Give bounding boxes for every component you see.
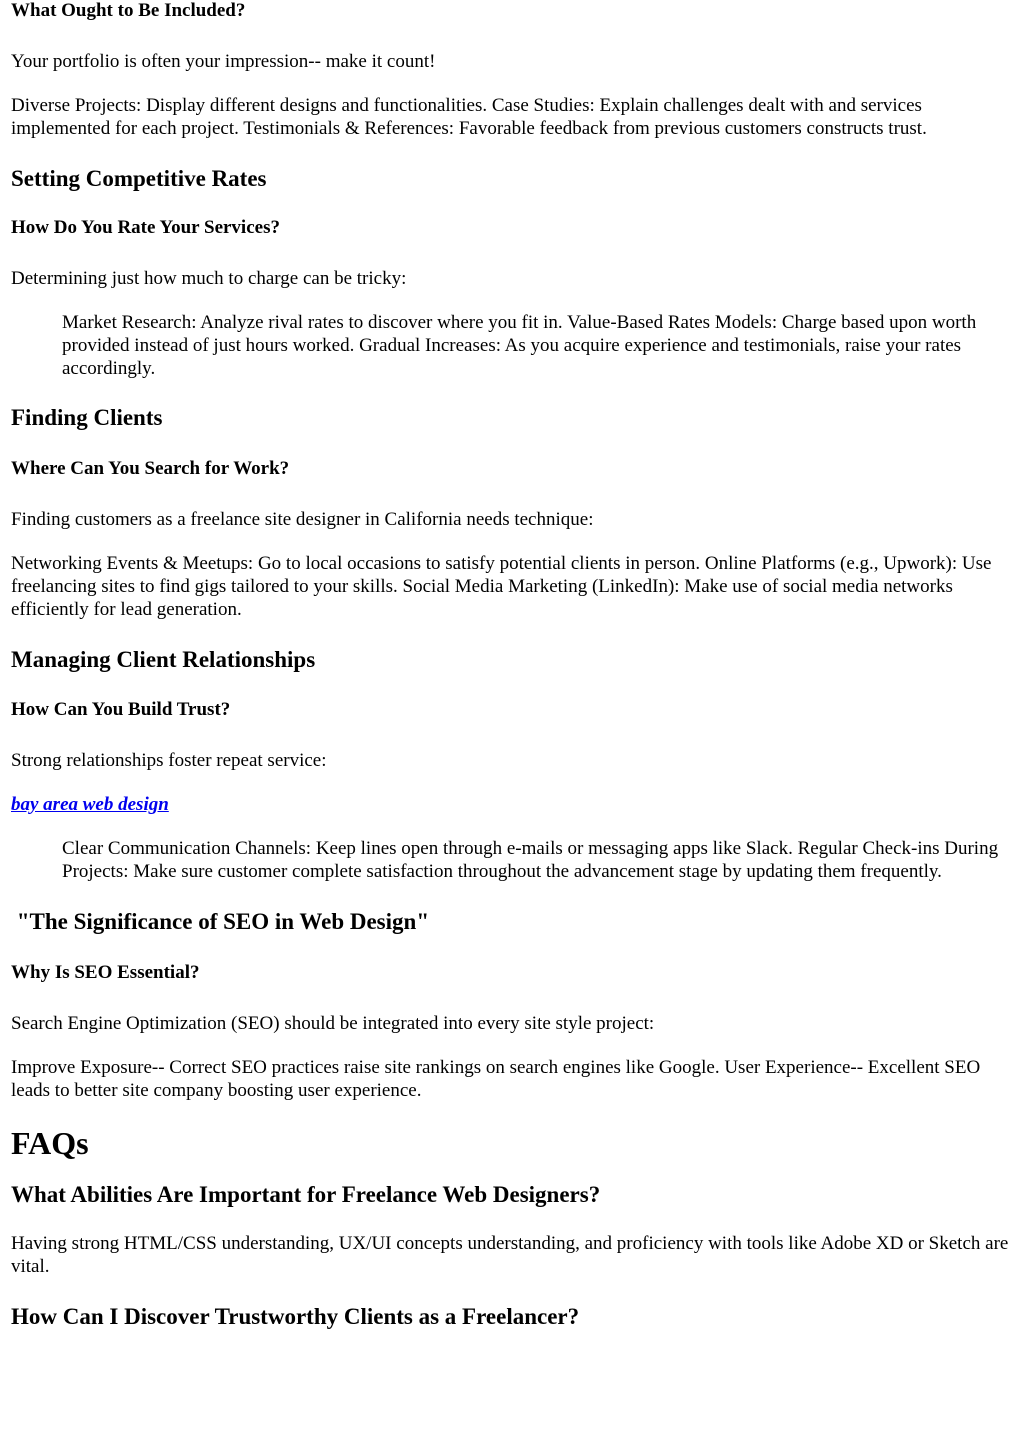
- paragraph-diverse-projects: Diverse Projects: Display different designs and functionalities. Case Studies: Explain challenges dealt with and services implemented for each project. Testimonials & References: Favorable feedback from previous customers constructs trust.: [11, 95, 927, 139]
- heading-rate-services: How Do You Rate Your Services?: [11, 217, 280, 238]
- paragraph-impression: Your portfolio is often your impression-- make it count!: [11, 51, 436, 72]
- heading-faqs: FAQs: [11, 1125, 89, 1161]
- heading-setting-rates: Setting Competitive Rates: [11, 166, 267, 191]
- heading-finding-clients: Finding Clients: [11, 405, 163, 430]
- bay-area-web-design-link[interactable]: bay area web design: [11, 794, 169, 815]
- heading-managing-relationships: Managing Client Relationships: [11, 647, 316, 672]
- paragraph-strong-relationships: Strong relationships foster repeat service:: [11, 750, 327, 771]
- quote-market-research: Market Research: Analyze rival rates to discover where you fit in. Value-Based Rates Models: Charge based upon worth provided instead of just hours worked. Gradual Increases: As you acquire experience and testimonials, raise your rates accordingly.: [62, 312, 977, 379]
- heading-build-trust: How Can You Build Trust?: [11, 699, 231, 720]
- heading-what-included: What Ought to Be Included?: [11, 0, 246, 21]
- link-paragraph: [11, 793, 1013, 816]
- paragraph-finding-customers: Finding customers as a freelance site designer in California needs technique:: [11, 509, 594, 530]
- paragraph-determining: Determining just how much to charge can be tricky:: [11, 268, 407, 289]
- heading-seo-significance: "The Significance of SEO in Web Design": [11, 909, 430, 934]
- heading-search-work: Where Can You Search for Work?: [11, 458, 290, 479]
- paragraph-seo-intro: Search Engine Optimization (SEO) should be integrated into every site style project:: [11, 1013, 655, 1034]
- paragraph-seo-improve: Improve Exposure-- Correct SEO practices raise site rankings on search engines like Google. User Experience-- Excellent SEO leads to better site company boosting user experience.: [11, 1057, 981, 1101]
- heading-abilities: What Abilities Are Important for Freelance Web Designers?: [11, 1182, 601, 1207]
- paragraph-networking: Networking Events & Meetups: Go to local occasions to satisfy potential clients in person. Online Platforms (e.g., Upwork): Use freelancing sites to find gigs tailored to your skills. Social Media Marketing (LinkedIn): Make use of social media networks efficiently for lead generation.: [11, 553, 992, 620]
- paragraph-abilities: Having strong HTML/CSS understanding, UX/UI concepts understanding, and proficiency with tools like Adobe XD or Sketch are vital.: [11, 1233, 1009, 1277]
- quote-clear-communication: Clear Communication Channels: Keep lines open through e-mails or messaging apps like Slack. Regular Check-ins During Projects: Make sure customer complete satisfaction throughout the advancement stage by updating them frequently.: [62, 838, 999, 882]
- heading-why-seo: Why Is SEO Essential?: [11, 962, 200, 983]
- heading-trustworthy-clients: How Can I Discover Trustworthy Clients as a Freelancer?: [11, 1304, 580, 1329]
